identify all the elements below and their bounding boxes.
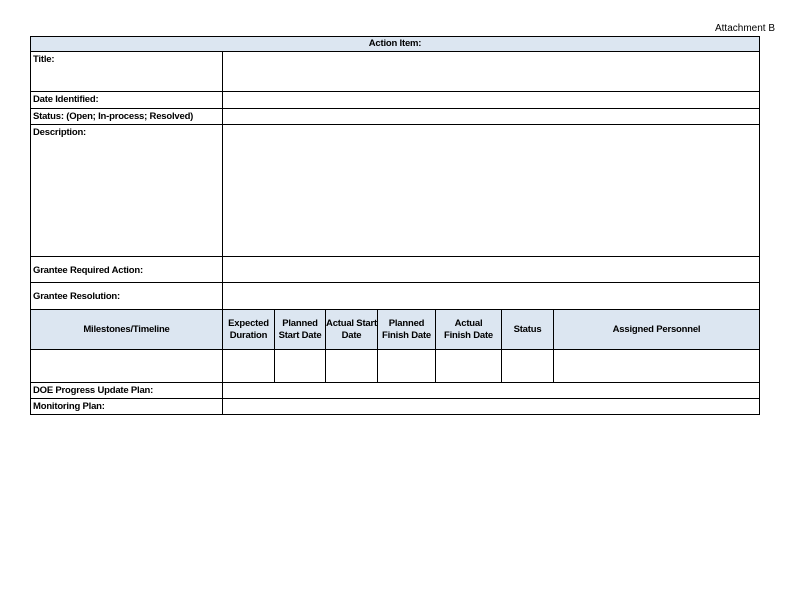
col-actual-start-date: Actual Start Date xyxy=(325,309,378,350)
col-status: Status xyxy=(501,309,554,350)
actual-start-date-cell[interactable] xyxy=(325,349,378,383)
title-field[interactable] xyxy=(222,51,760,92)
attachment-label: Attachment B xyxy=(714,23,775,34)
doe-progress-update-plan-label: DOE Progress Update Plan: xyxy=(30,382,223,399)
col-expected-duration: Expected Duration xyxy=(222,309,275,350)
action-item-header: Action Item: xyxy=(30,36,760,52)
title-label: Title: xyxy=(30,51,223,92)
description-label: Description: xyxy=(30,124,223,257)
grantee-resolution-field[interactable] xyxy=(222,282,760,310)
grantee-required-action-label: Grantee Required Action: xyxy=(30,256,223,283)
status-label: Status: (Open; In-process; Resolved) xyxy=(30,108,223,125)
date-identified-field[interactable] xyxy=(222,91,760,109)
actual-finish-date-cell[interactable] xyxy=(435,349,502,383)
col-planned-start-date: Planned Start Date xyxy=(274,309,326,350)
status-field[interactable] xyxy=(222,108,760,125)
col-planned-finish-date: Planned Finish Date xyxy=(377,309,436,350)
grantee-resolution-label: Grantee Resolution: xyxy=(30,282,223,310)
planned-start-date-cell[interactable] xyxy=(274,349,326,383)
date-identified-label: Date Identified: xyxy=(30,91,223,109)
col-assigned-personnel: Assigned Personnel xyxy=(553,309,760,350)
status-cell[interactable] xyxy=(501,349,554,383)
grantee-required-action-field[interactable] xyxy=(222,256,760,283)
doe-progress-update-plan-field[interactable] xyxy=(222,382,760,399)
planned-finish-date-cell[interactable] xyxy=(377,349,436,383)
milestones-timeline-header: Milestones/Timeline xyxy=(30,309,223,350)
description-field[interactable] xyxy=(222,124,760,257)
col-actual-finish-date: Actual Finish Date xyxy=(435,309,502,350)
expected-duration-cell[interactable] xyxy=(222,349,275,383)
milestone-cell[interactable] xyxy=(30,349,223,383)
monitoring-plan-label: Monitoring Plan: xyxy=(30,398,223,415)
monitoring-plan-field[interactable] xyxy=(222,398,760,415)
assigned-personnel-cell[interactable] xyxy=(553,349,760,383)
